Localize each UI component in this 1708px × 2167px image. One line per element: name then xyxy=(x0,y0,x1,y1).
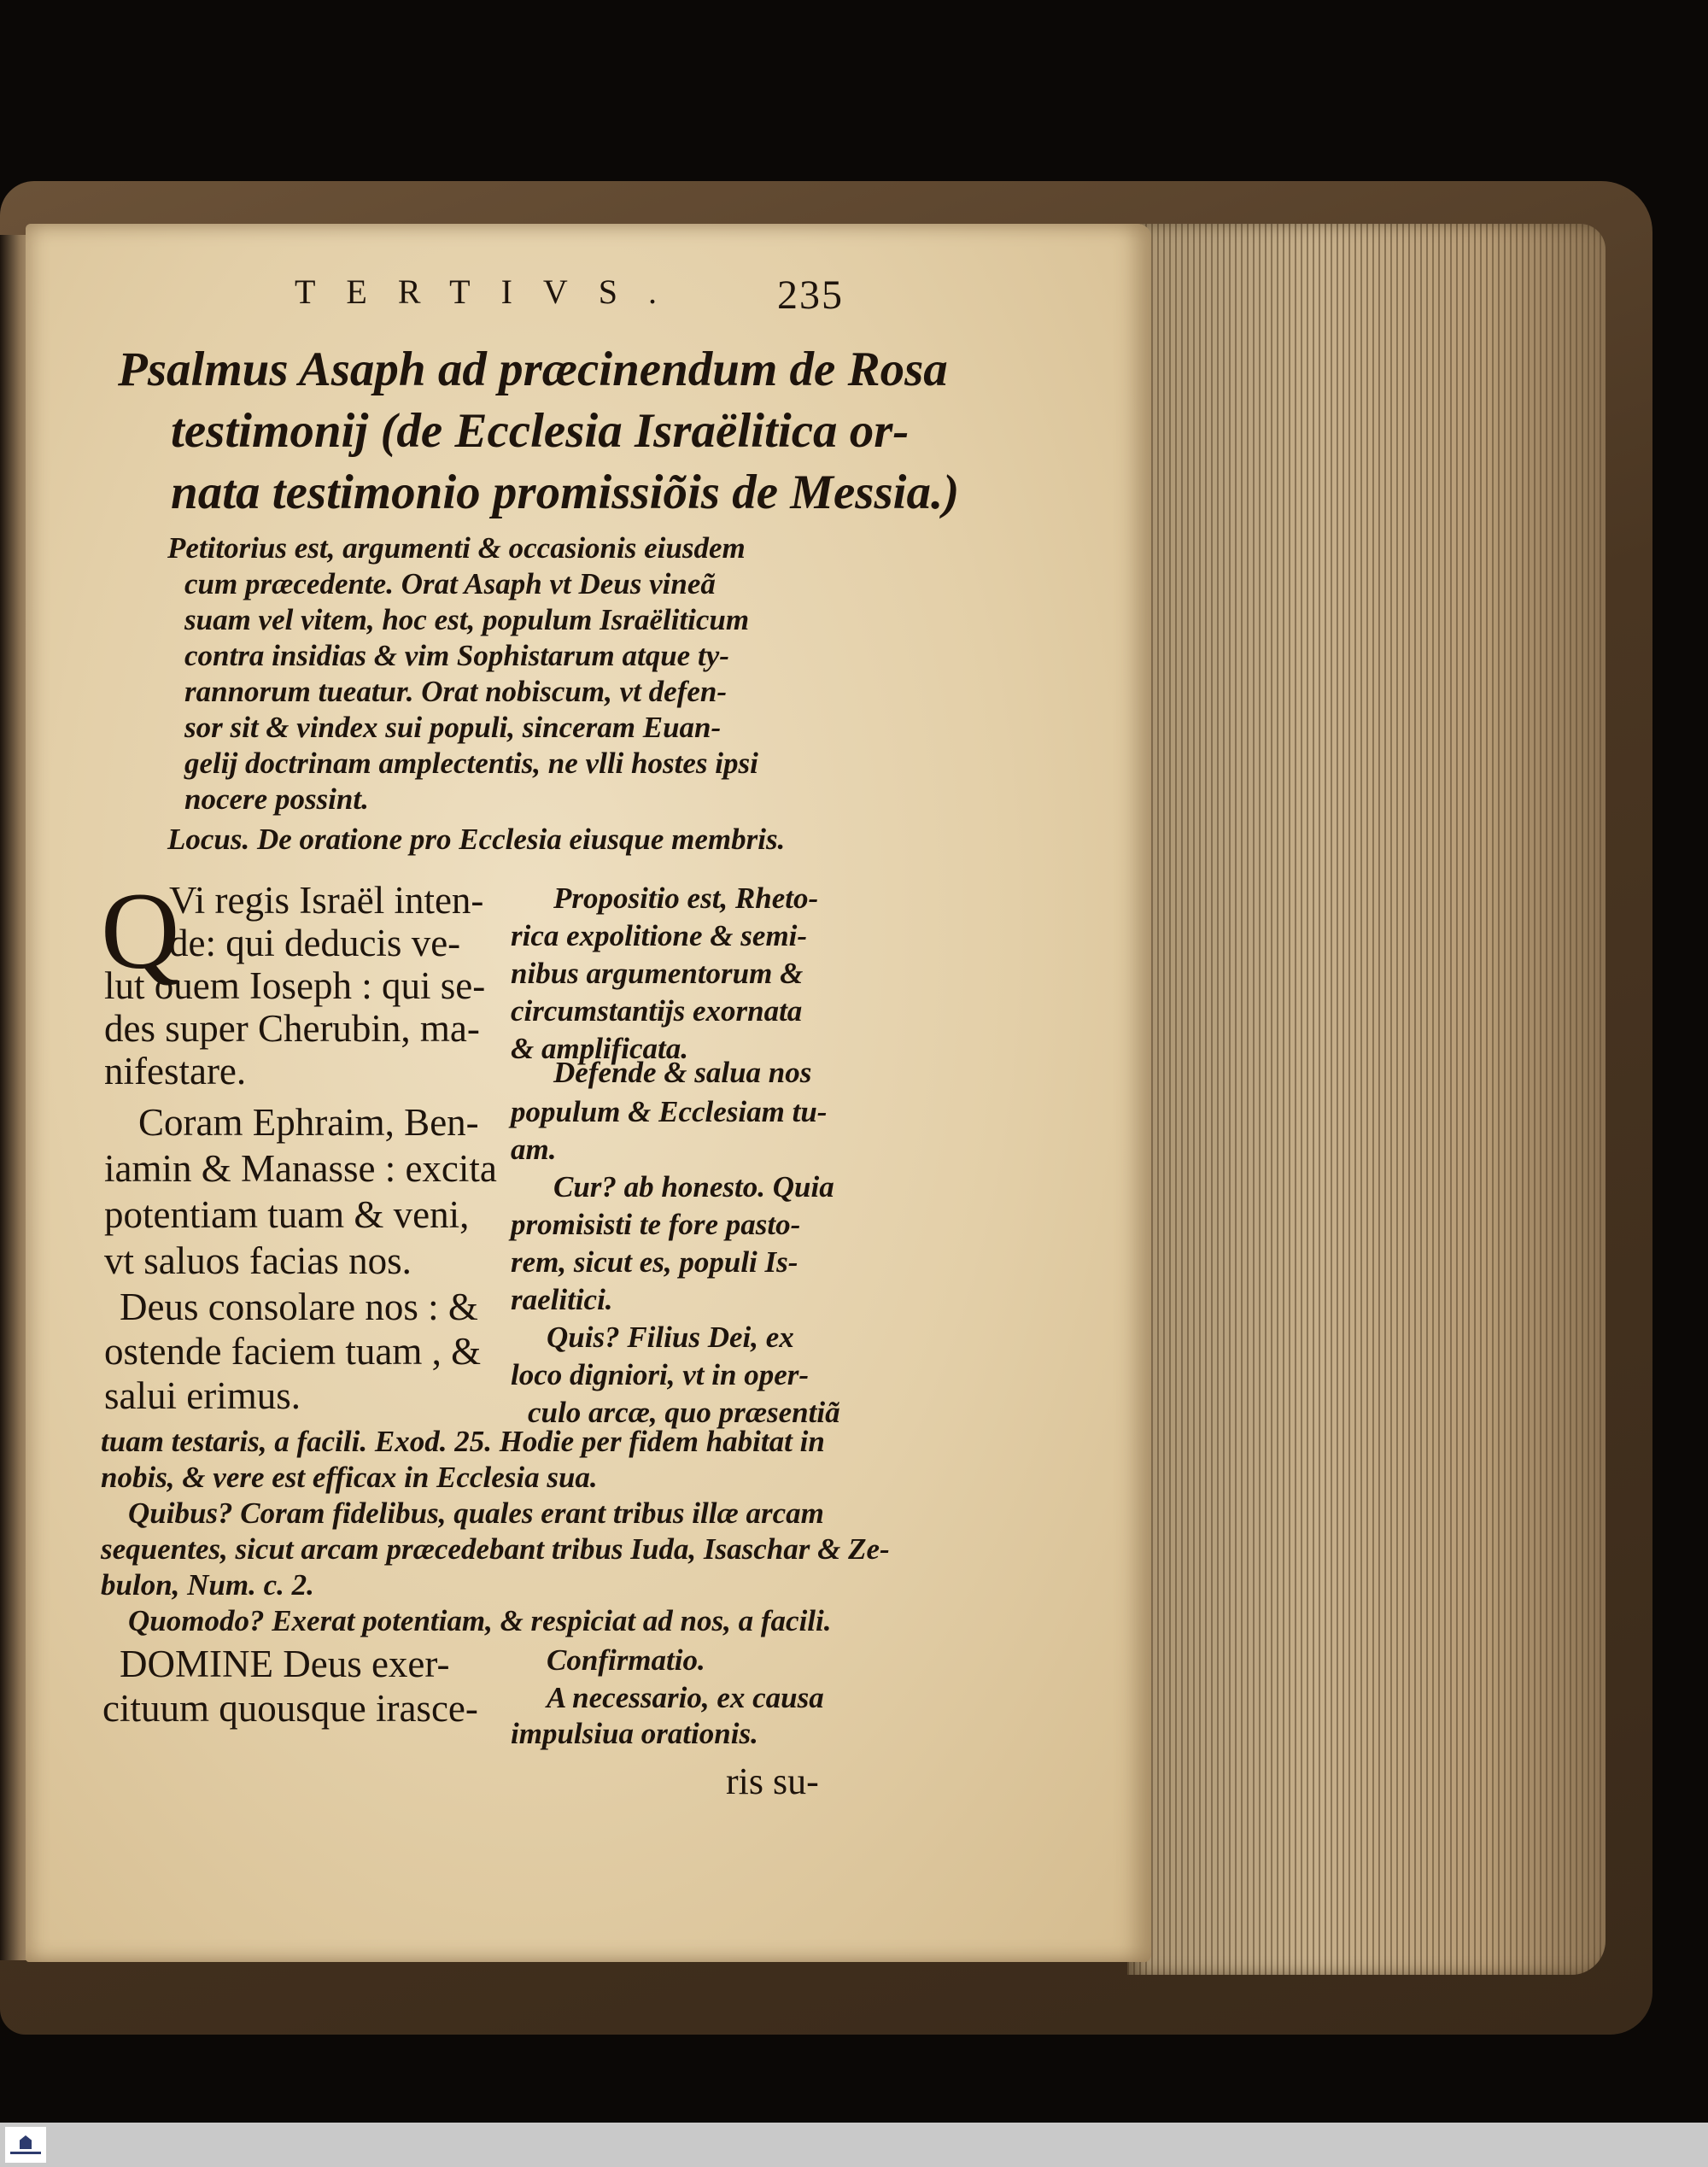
argument-line: Petitorius est, argumenti & occasionis eiusdem xyxy=(167,531,746,565)
argument-line: contra insidias & vim Sophistarum atque ty- xyxy=(184,639,729,672)
commentary-wide-line: nobis, & vere est efficax in Ecclesia sua. xyxy=(101,1461,598,1494)
commentary-line: nibus argumentorum & xyxy=(511,957,804,990)
commentary-wide-line: Quibus? Coram fidelibus, quales erant tribus illæ arcam xyxy=(128,1496,824,1530)
commentary-wide-line: bulon, Num. c. 2. xyxy=(101,1568,314,1602)
commentary-line: loco digniori, vt in oper- xyxy=(511,1358,810,1391)
psalm-verse-line: vt saluos facias nos. xyxy=(104,1239,412,1282)
drop-cap: Q xyxy=(101,870,180,992)
psalm-verse-line: iamin & Manasse : excita xyxy=(104,1147,497,1190)
commentary-line: promisisti te fore pasto- xyxy=(511,1208,801,1241)
side-note-line: Confirmatio. xyxy=(547,1643,705,1677)
side-note-line: impulsiua orationis. xyxy=(511,1717,758,1750)
page-block-fore-edge xyxy=(1127,224,1606,1975)
argument-line: rannorum tueatur. Orat nobiscum, vt defen- xyxy=(184,675,727,708)
psalm-verse-line: ostende faciem tuam , & xyxy=(104,1330,482,1373)
psalm-title-line: nata testimonio promissiõis de Messia.) xyxy=(171,466,960,519)
commentary-line: raelitici. xyxy=(511,1283,613,1316)
psalm-verse-line: Coram Ephraim, Ben- xyxy=(138,1101,479,1144)
locus-line: Locus. De oratione pro Ecclesia eiusque membris. xyxy=(167,823,786,856)
commentary-wide-line: sequentes, sicut arcam præcedebant tribus Iuda, Isaschar & Ze- xyxy=(101,1532,890,1566)
psalm-title-line: testimonij (de Ecclesia Israëlitica or- xyxy=(171,404,910,458)
psalm-verse-line: salui erimus. xyxy=(104,1374,301,1417)
catchword: ris su- xyxy=(726,1760,819,1802)
argument-line: suam vel vitem, hoc est, populum Israëliticum xyxy=(184,603,750,636)
argument-line: cum præcedente. Orat Asaph vt Deus vineã xyxy=(184,567,716,600)
commentary-line: Defende & salua nos xyxy=(553,1056,812,1089)
library-logo-icon xyxy=(20,2135,32,2149)
commentary-line: rica expolitione & semi- xyxy=(511,919,808,952)
argument-line: sor sit & vindex sui populi, sinceram Euan- xyxy=(184,711,722,744)
psalm-verse-line: Deus consolare nos : & xyxy=(120,1286,478,1328)
viewer-bottom-bar xyxy=(0,2123,1708,2167)
psalm-verse-line: cituum quousque irasce- xyxy=(102,1687,478,1730)
psalm-verse-line: lut ouem Ioseph : qui se- xyxy=(104,964,486,1007)
commentary-line: rem, sicut es, populi Is- xyxy=(511,1245,798,1279)
library-logo-rule xyxy=(10,2152,41,2154)
psalm-verse-line: potentiam tuam & veni, xyxy=(104,1193,470,1236)
commentary-line: circumstantijs exornata xyxy=(511,994,803,1028)
commentary-line: am. xyxy=(511,1133,557,1166)
psalm-verse-line: de: qui deducis ve- xyxy=(169,922,461,964)
commentary-line: Propositio est, Rheto- xyxy=(553,881,819,915)
commentary-line: populum & Ecclesiam tu- xyxy=(511,1095,828,1128)
argument-line: nocere possint. xyxy=(184,782,369,816)
commentary-wide-line: Quomodo? Exerat potentiam, & respiciat ad nos, a facili. xyxy=(128,1604,832,1637)
psalm-verse-line: des super Cherubin, ma- xyxy=(104,1007,480,1050)
psalm-verse-line: nifestare. xyxy=(104,1050,247,1092)
psalm-title-line: Psalmus Asaph ad præcinendum de Rosa xyxy=(118,343,948,396)
commentary-line: Cur? ab honesto. Quia xyxy=(553,1170,834,1204)
commentary-line: culo arcæ, quo præsentiã xyxy=(528,1396,840,1429)
page-number: 235 xyxy=(777,272,844,318)
psalm-verse-line: Vi regis Israël inten- xyxy=(169,879,484,922)
library-logo xyxy=(5,2127,46,2163)
side-note-line: A necessario, ex causa xyxy=(547,1681,824,1714)
commentary-wide-line: tuam testaris, a facili. Exod. 25. Hodie per fidem habitat in xyxy=(101,1425,825,1458)
running-head: TERTIVS. xyxy=(295,272,688,311)
commentary-line: Quis? Filius Dei, ex xyxy=(547,1321,794,1354)
psalm-verse-line: DOMINE Deus exer- xyxy=(120,1643,450,1685)
commentary-line: & amplificata. xyxy=(511,1032,689,1065)
argument-line: gelij doctrinam amplectentis, ne vlli hostes ipsi xyxy=(184,747,758,780)
